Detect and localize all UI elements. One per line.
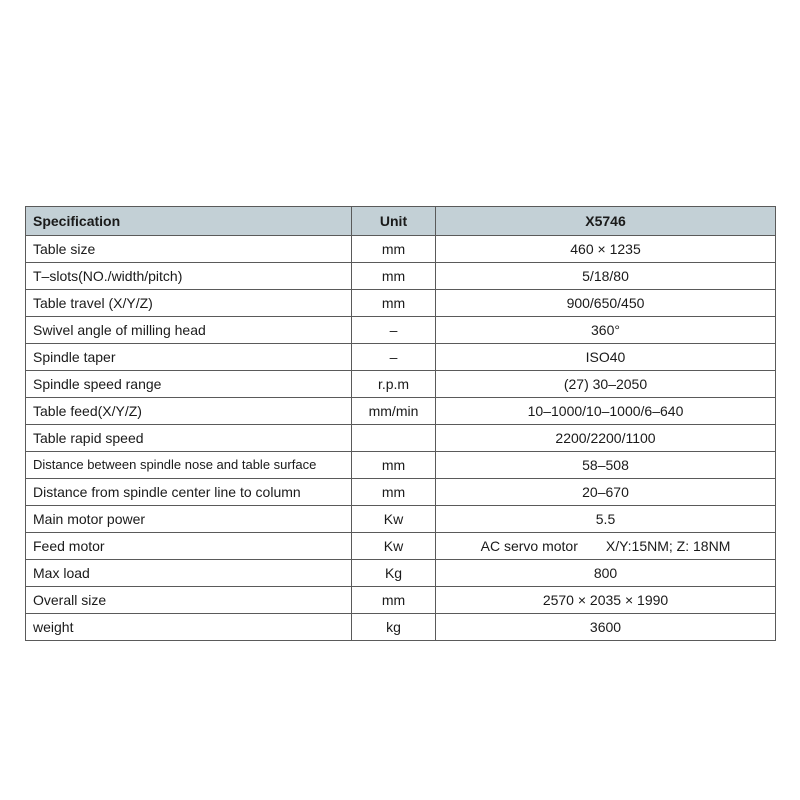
header-unit: Unit bbox=[352, 207, 436, 236]
header-specification: Specification bbox=[26, 207, 352, 236]
unit-cell: r.p.m bbox=[352, 371, 436, 398]
header-model: X5746 bbox=[436, 207, 776, 236]
value-cell: 3600 bbox=[436, 614, 776, 641]
value-cell: 58–508 bbox=[436, 452, 776, 479]
table-row bbox=[26, 425, 776, 452]
spec-cell: Table size bbox=[26, 236, 352, 263]
unit-cell: Kw bbox=[352, 533, 436, 560]
table-row bbox=[26, 263, 776, 290]
table-row bbox=[26, 452, 776, 479]
spec-cell: T–slots(NO./width/pitch) bbox=[26, 263, 352, 290]
feed-motor-type: AC servo motor bbox=[480, 538, 578, 554]
unit-cell: Kw bbox=[352, 506, 436, 533]
table-row bbox=[26, 236, 776, 263]
spec-cell: Main motor power bbox=[26, 506, 352, 533]
spec-cell: Table rapid speed bbox=[26, 425, 352, 452]
value-cell: 5/18/80 bbox=[436, 263, 776, 290]
spec-cell: Max load bbox=[26, 560, 352, 587]
table-row bbox=[26, 614, 776, 641]
value-cell: 20–670 bbox=[436, 479, 776, 506]
unit-cell: mm bbox=[352, 236, 436, 263]
header-row bbox=[26, 207, 776, 236]
value-cell: 2570 × 2035 × 1990 bbox=[436, 587, 776, 614]
table-row bbox=[26, 398, 776, 425]
spec-cell: Swivel angle of milling head bbox=[26, 317, 352, 344]
unit-cell: – bbox=[352, 317, 436, 344]
table-row bbox=[26, 560, 776, 587]
unit-cell: mm bbox=[352, 479, 436, 506]
value-cell: 460 × 1235 bbox=[436, 236, 776, 263]
spec-cell: Spindle taper bbox=[26, 344, 352, 371]
unit-cell: – bbox=[352, 344, 436, 371]
feed-motor-torque: X/Y:15NM; Z: 18NM bbox=[605, 538, 731, 554]
table-row bbox=[26, 371, 776, 398]
value-cell: 360° bbox=[436, 317, 776, 344]
spec-cell: Table feed(X/Y/Z) bbox=[26, 398, 352, 425]
spec-cell: Overall size bbox=[26, 587, 352, 614]
table-row bbox=[26, 479, 776, 506]
table-row bbox=[26, 587, 776, 614]
unit-cell: mm bbox=[352, 452, 436, 479]
spec-table bbox=[25, 206, 776, 641]
value-cell: ISO40 bbox=[436, 344, 776, 371]
table-row bbox=[26, 317, 776, 344]
spec-cell: Spindle speed range bbox=[26, 371, 352, 398]
value-cell: 900/650/450 bbox=[436, 290, 776, 317]
unit-cell: mm/min bbox=[352, 398, 436, 425]
value-cell: 5.5 bbox=[436, 506, 776, 533]
spec-cell: Distance between spindle nose and table surface bbox=[26, 452, 352, 479]
table-row bbox=[26, 506, 776, 533]
table-row bbox=[26, 344, 776, 371]
value-cell bbox=[436, 533, 776, 560]
unit-cell bbox=[352, 425, 436, 452]
unit-cell: kg bbox=[352, 614, 436, 641]
spec-cell: Distance from spindle center line to column bbox=[26, 479, 352, 506]
spec-cell: Table travel (X/Y/Z) bbox=[26, 290, 352, 317]
value-cell: 800 bbox=[436, 560, 776, 587]
unit-cell: mm bbox=[352, 263, 436, 290]
spec-cell: Feed motor bbox=[26, 533, 352, 560]
unit-cell: mm bbox=[352, 290, 436, 317]
unit-cell: mm bbox=[352, 587, 436, 614]
value-cell: 10–1000/10–1000/6–640 bbox=[436, 398, 776, 425]
table-row bbox=[26, 290, 776, 317]
table-row bbox=[26, 533, 776, 560]
unit-cell: Kg bbox=[352, 560, 436, 587]
value-cell: 2200/2200/1100 bbox=[436, 425, 776, 452]
spec-cell: weight bbox=[26, 614, 352, 641]
value-cell: (27) 30–2050 bbox=[436, 371, 776, 398]
